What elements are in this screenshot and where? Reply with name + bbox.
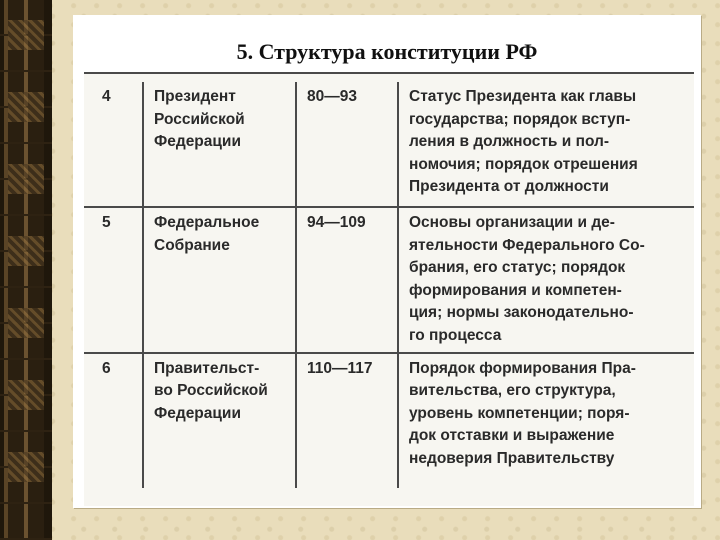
text-line: недоверия Правительству: [409, 449, 615, 467]
text-line: Основы организации и де-: [409, 214, 615, 231]
text-line: Порядок формирования Пра-: [409, 359, 636, 377]
strip-tile: [8, 380, 44, 410]
chapter-number: 5: [84, 207, 143, 353]
chapter-content: [398, 82, 694, 207]
text-line: Федерации: [154, 404, 241, 422]
strip-tile: [8, 452, 44, 482]
text-line: Российской: [154, 110, 245, 128]
strip-tile: [8, 164, 44, 194]
decorative-side-strip: [0, 0, 52, 540]
chapter-number: 6: [102, 359, 111, 377]
text-line: номочия; порядок отрешения: [409, 155, 638, 173]
text-line: брания, его статус; порядок: [409, 259, 626, 277]
slide-title: 5. Структура конституции РФ: [236, 39, 538, 64]
strip-tile: [8, 236, 44, 266]
strip-tile: [8, 308, 44, 338]
article-range: 80—93: [296, 82, 398, 207]
text-line: док отставки и выражение: [409, 427, 615, 445]
text-line: Собрание: [154, 236, 230, 254]
chapter-content: [398, 207, 694, 353]
text-line: Статус Президента как главы: [409, 88, 637, 105]
chapter-number: 4: [84, 82, 143, 207]
text-line: во Российской: [154, 382, 268, 400]
slide-panel: [73, 15, 701, 508]
text-line: Президента от должности: [409, 178, 609, 196]
text-line: Федеральное: [154, 214, 260, 231]
strip-tile: [8, 92, 44, 122]
article-range: 110—117: [296, 353, 398, 488]
article-range: 94—109: [296, 207, 398, 353]
scanned-table-image: [84, 72, 694, 506]
chapter-name: [143, 207, 296, 353]
chapter-name: [143, 82, 296, 207]
text-line: государства; порядок вступ-: [409, 110, 631, 128]
text-line: го процесса: [409, 326, 502, 344]
text-line: ятельности Федерального Со-: [409, 236, 645, 254]
text-line: ция; нормы законодательно-: [409, 304, 634, 322]
strip-tile: [8, 20, 44, 50]
text-line: формирования и компетен-: [409, 281, 622, 299]
table-row: [84, 353, 694, 488]
text-line: Федерации: [154, 133, 241, 151]
constitution-structure-table: [84, 82, 694, 488]
text-line: Правительст-: [154, 359, 260, 377]
text-line: Президент: [154, 88, 236, 105]
chapter-content: [398, 353, 694, 488]
text-line: вительства, его структура,: [409, 382, 616, 400]
table-row: [84, 82, 694, 207]
table-row: [84, 207, 694, 353]
text-line: уровень компетенции; поря-: [409, 404, 630, 422]
chapter-name: [143, 353, 296, 488]
text-line: ления в должность и пол-: [409, 133, 610, 151]
